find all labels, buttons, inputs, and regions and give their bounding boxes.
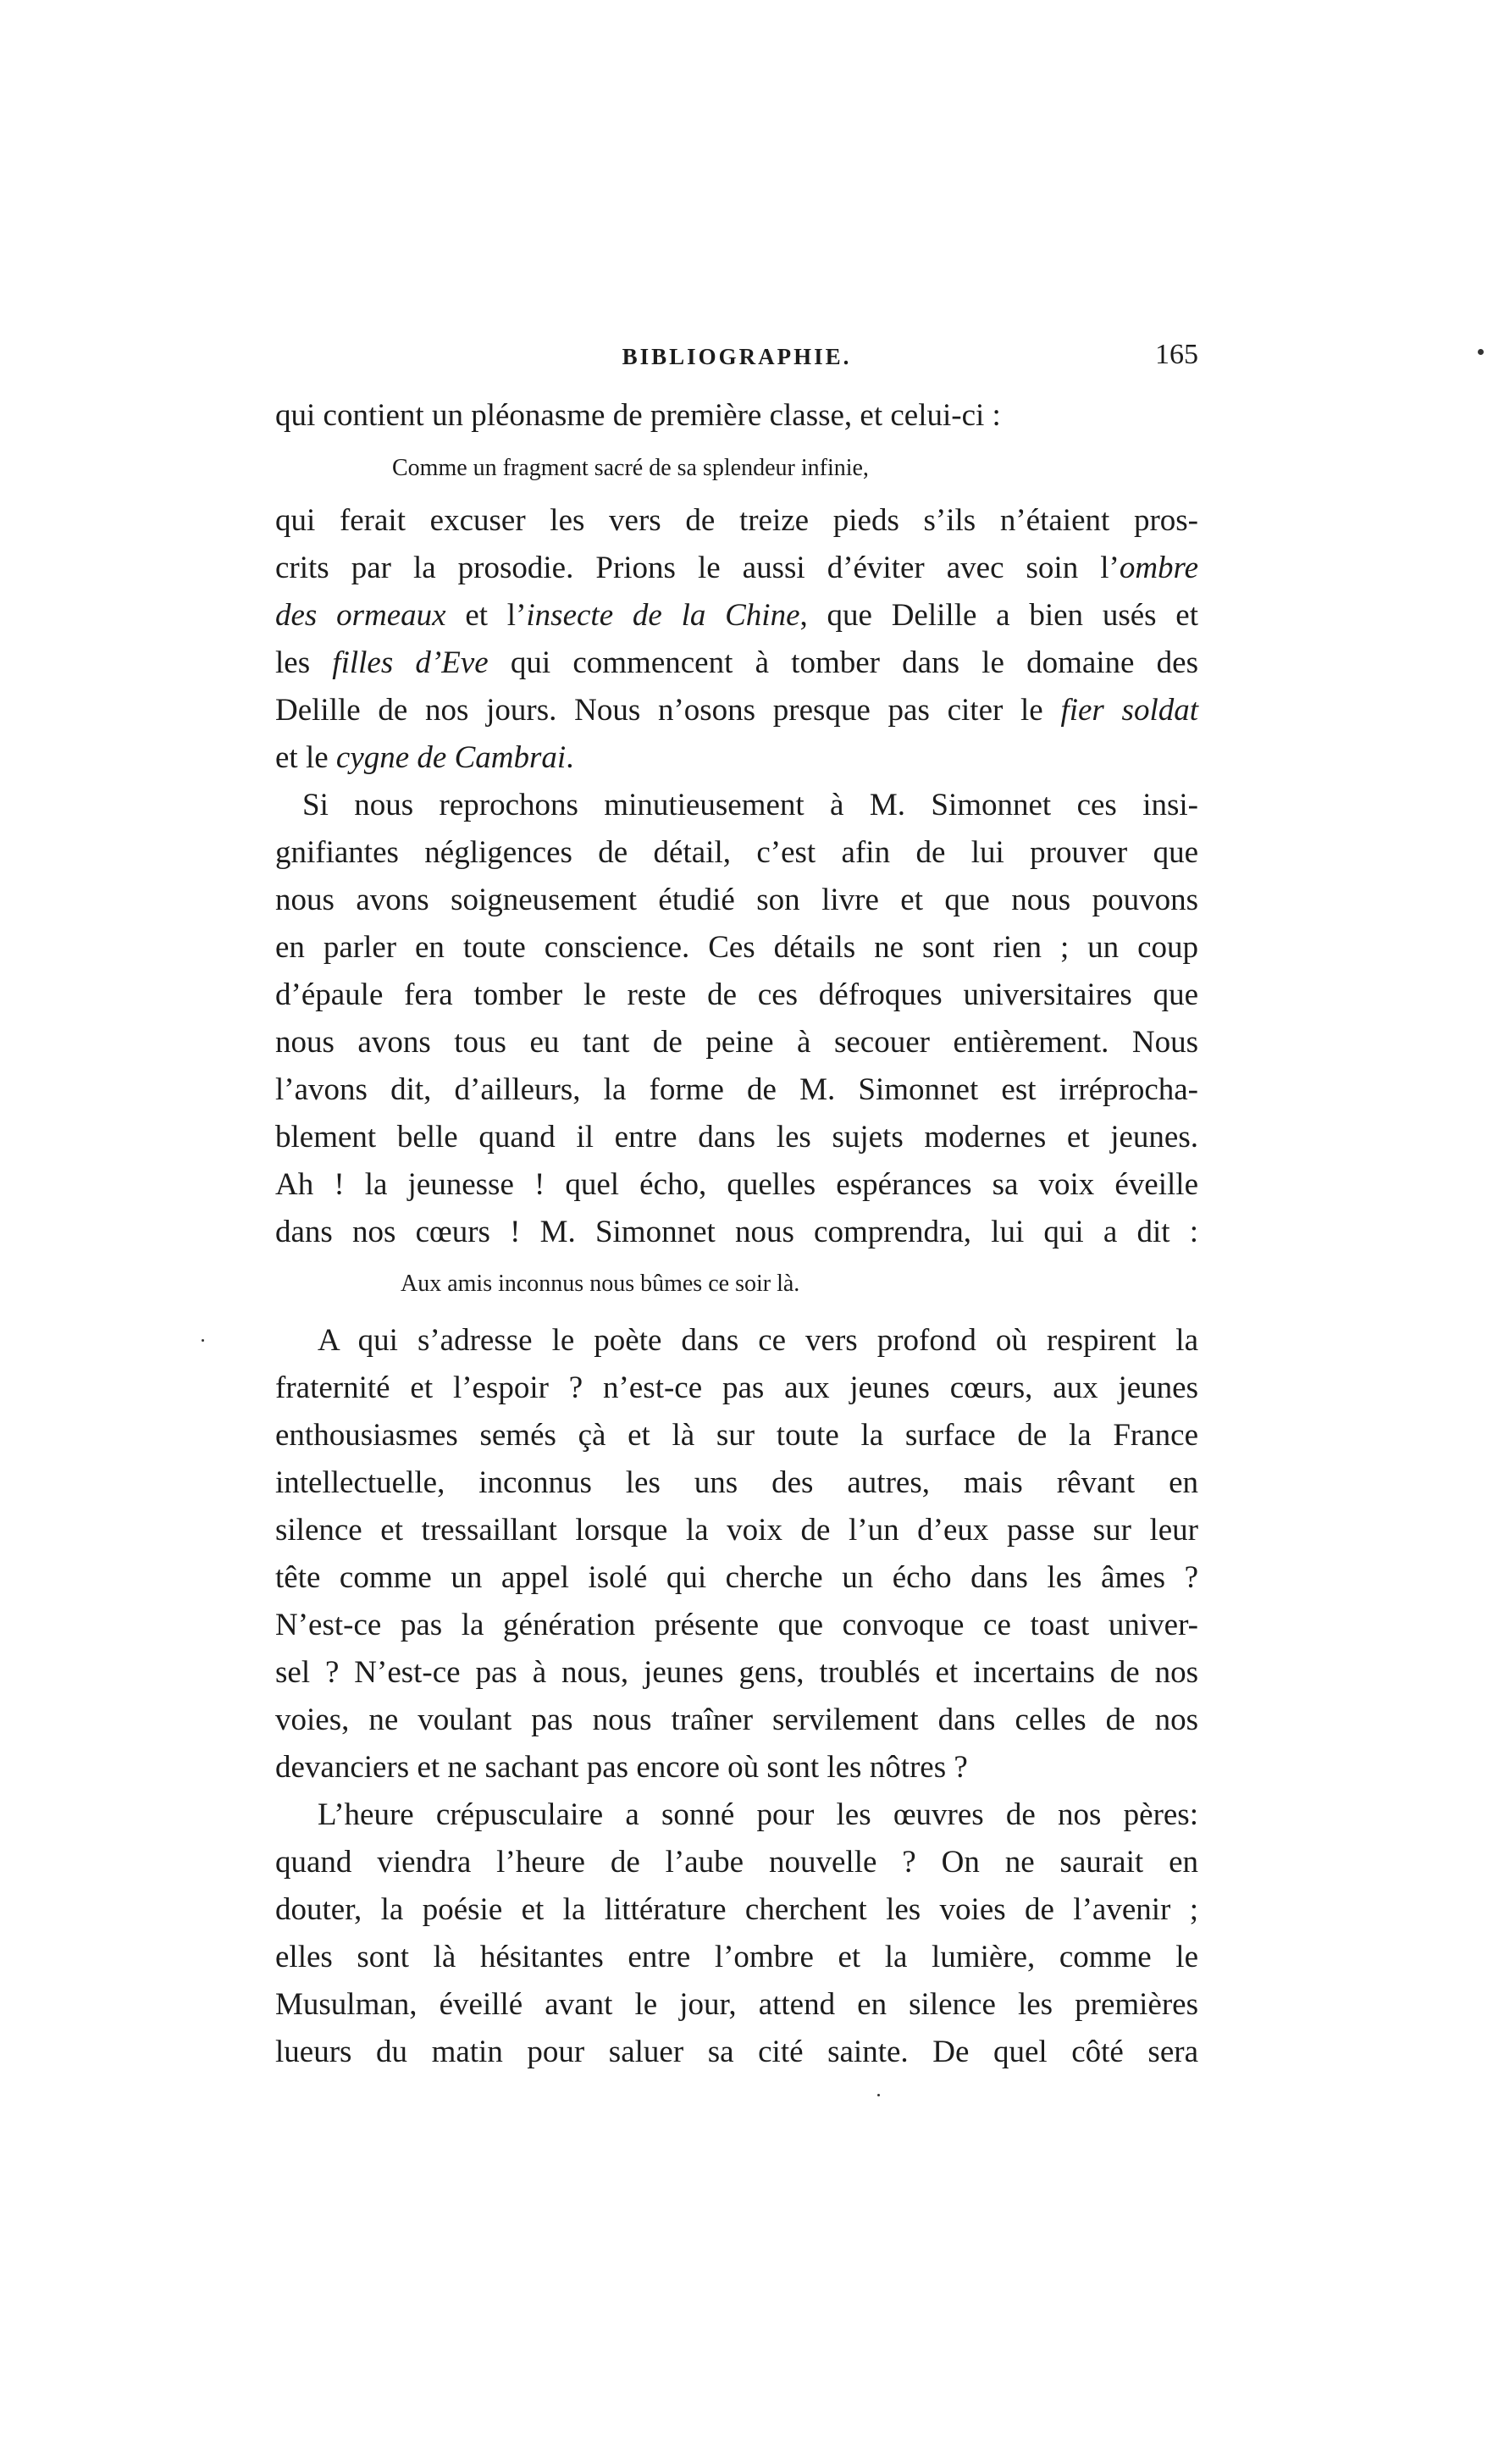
- italic-phrase: insecte de la Chine: [526, 598, 800, 633]
- text-line: l’avons dit, d’ailleurs, la forme de M. Simonnet est irréprocha-: [275, 1072, 1198, 1107]
- running-head: [275, 339, 1198, 390]
- verse-quote: Comme un fragment sacré de sa splendeur infinie,: [392, 455, 869, 481]
- italic-phrase: filles d’Eve: [332, 645, 489, 680]
- scan-speck: [202, 1339, 204, 1342]
- text-line: en parler en toute conscience. Ces détails ne sont rien ; un coup: [275, 930, 1198, 965]
- italic-phrase: fier soldat: [1060, 693, 1199, 728]
- text-line: gnifiantes négligences de détail, c’est afin de lui prouver que: [275, 835, 1198, 870]
- text-line: sel ? N’est-ce pas à nous, jeunes gens, troublés et incertains de nos: [275, 1655, 1198, 1690]
- text-line: tête comme un appel isolé qui cherche un écho dans les âmes ?: [275, 1560, 1198, 1595]
- text-line: [275, 640, 1198, 687]
- text-line: voies, ne voulant pas nous traîner servilement dans celles de nos: [275, 1703, 1198, 1737]
- text-line: qui ferait excuser les vers de treize pieds s’ils n’étaient pros-: [275, 503, 1198, 538]
- text-line: elles sont là hésitantes entre l’ombre et la lumière, comme le: [275, 1940, 1198, 1974]
- body-text: [275, 392, 1198, 2076]
- text-run: , que Delille a bien usés et: [799, 598, 1199, 633]
- text-line: quand viendra l’heure de l’aube nouvelle ? On ne saurait en: [275, 1845, 1198, 1880]
- text-line: nous avons tous eu tant de peine à secouer entièrement. Nous: [275, 1025, 1198, 1060]
- text-line: [275, 592, 1198, 640]
- text-line: L’heure crépusculaire a sonné pour les œuvres de nos pères:: [318, 1797, 1198, 1832]
- running-title: BIBLIOGRAPHIE.: [622, 344, 852, 369]
- text-line: nous avons soigneusement étudié son livre et que nous pouvons: [275, 883, 1198, 917]
- scan-speck: [1478, 349, 1484, 355]
- text-run: qui commencent à tomber dans le domaine des: [488, 645, 1198, 680]
- text-line: blement belle quand il entre dans les sujets modernes et jeunes.: [275, 1120, 1198, 1154]
- text-line: d’épaule fera tomber le reste de ces défroques universitaires que: [275, 977, 1198, 1012]
- text-run: .: [566, 740, 574, 775]
- text-line: lueurs du matin pour saluer sa cité sainte. De quel côté sera: [275, 2035, 1198, 2069]
- italic-phrase: ombre: [1119, 551, 1198, 585]
- text-line: enthousiasmes semés çà et là sur toute la surface de la France: [275, 1418, 1198, 1453]
- text-line: devanciers et ne sachant pas encore où sont les nôtres ?: [275, 1750, 968, 1785]
- text-run: Delille de nos jours. Nous n’osons presque pas citer le: [275, 693, 1061, 728]
- italic-phrase: cygne de Cambrai: [335, 740, 567, 775]
- text-line: silence et tressaillant lorsque la voix de l’un d’eux passe sur leur: [275, 1513, 1198, 1548]
- text-line: Ah ! la jeunesse ! quel écho, quelles espérances sa voix éveille: [275, 1167, 1198, 1202]
- text-line: A qui s’adresse le poète dans ce vers profond où respirent la: [318, 1323, 1198, 1358]
- text-line: fraternité et l’espoir ? n’est-ce pas aux jeunes cœurs, aux jeunes: [275, 1370, 1198, 1405]
- page-number: 165: [1155, 339, 1198, 370]
- text-line: douter, la poésie et la littérature cherchent les voies de l’avenir ;: [275, 1892, 1198, 1927]
- text-line: intellectuelle, inconnus les uns des autres, mais rêvant en: [275, 1465, 1198, 1500]
- text-run: et le: [275, 740, 336, 775]
- text-line: [275, 734, 1198, 782]
- text-line: Musulman, éveillé avant le jour, attend en silence les premières: [275, 1987, 1198, 2022]
- italic-phrase: des ormeaux: [275, 598, 446, 633]
- text-run: et l’: [445, 598, 527, 633]
- text-line: qui contient un pléonasme de première classe, et celui-ci :: [275, 398, 1001, 433]
- text-line: dans nos cœurs ! M. Simonnet nous comprendra, lui qui a dit :: [275, 1215, 1198, 1249]
- text-run: les: [275, 645, 333, 680]
- text-line: [275, 545, 1198, 592]
- text-line: Si nous reprochons minutieusement à M. Simonnet ces insi-: [302, 788, 1198, 822]
- verse-quote: Aux amis inconnus nous bûmes ce soir là.: [401, 1271, 800, 1297]
- text-line: [275, 687, 1198, 734]
- text-line: N’est-ce pas la génération présente que convoque ce toast univer-: [275, 1608, 1198, 1642]
- scan-speck: [877, 2094, 880, 2096]
- text-run: crits par la prosodie. Prions le aussi d’éviter avec soin l’: [275, 551, 1120, 585]
